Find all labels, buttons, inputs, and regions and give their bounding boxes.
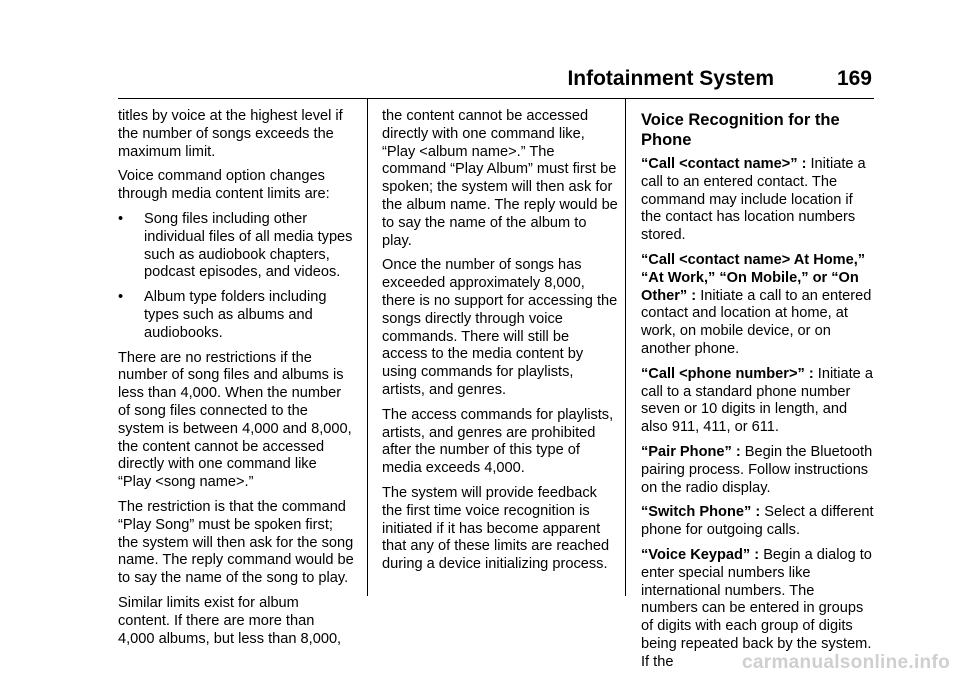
paragraph: Voice command option changes through media content limits are:: [118, 168, 330, 203]
list-item-text: Song files including other individual files of all media types such as audiobook chapters, podcast episodes, and videos.: [144, 210, 353, 281]
paragraph: titles by voice at the highest level if the number of songs exceeds the maximum limit.: [118, 108, 343, 160]
command-description: Begin the Bluetooth pairing process. Follow instructions on the radio display.: [641, 443, 873, 496]
command-label: “Call <contact name> At Home,” “At Work,” “On Mobile,” or “On Other” :: [641, 251, 866, 304]
command-entry: [641, 252, 875, 359]
bullet-icon: •: [118, 289, 124, 306]
watermark: carmanualsonline.info: [742, 652, 950, 673]
list-item-text: Album type folders including types such as albums and audiobooks.: [144, 289, 327, 341]
section-title: Infotainment System: [567, 67, 774, 90]
header-divider: [118, 98, 874, 99]
command-label: “Switch Phone” :: [641, 504, 761, 521]
paragraph: Similar limits exist for album content. If there are more than 4,000 albums, but less than 8,000,: [118, 594, 342, 647]
paragraph: Once the number of songs has exceeded approximately 8,000, there is no support for accessing the songs directly through voice commands. There will still be access to the media content by using commands for playlists, artists, and genres.: [382, 257, 618, 398]
command-description: Begin a dialog to enter special numbers like international numbers. The numbers can be entered in groups of digits with each group of digits being repeated back by the system. If the: [641, 546, 872, 670]
list-item: [118, 289, 354, 342]
list-item: [118, 211, 354, 282]
command-description: Initiate a call to an entered contact. The command may include location if the contact has location numbers stored.: [641, 156, 866, 244]
column-divider-2: [625, 98, 626, 596]
paragraph: The restriction is that the command “Play Song” must be spoken first; the system will then ask for the song name. The reply command would be to say the name of the song to play.: [118, 498, 354, 587]
paragraph: There are no restrictions if the number of song files and albums is less than 4,000. When the number of song files connected to the system is between 4,000 and 8,000, the content cannot be accessed directly with one command like “Play <song name>.”: [118, 349, 352, 491]
paragraph: The system will provide feedback the first time voice recognition is initiated if it has become apparent that any of these limits are reached during a device initializing process.: [382, 484, 610, 573]
section-heading: Voice Recognition for the Phone: [641, 111, 840, 149]
command-description: Initiate a call to an entered contact and location at home, at work, on mobile device, or on another phone.: [641, 287, 872, 357]
command-label: “Call <contact name>” :: [641, 156, 807, 172]
command-entry: [641, 504, 875, 540]
command-entry: [641, 444, 875, 497]
paragraph: the content cannot be accessed directly with one command like, “Play <album name>.” The command “Play Album” must first be spoken; the system will then ask for the album name. The reply would be to say the name of the album to play.: [382, 108, 618, 249]
command-description: Initiate a call to a standard phone number seven or 10 digits in length, and also 911, 411, or 611.: [641, 365, 873, 436]
column-1: [118, 108, 354, 655]
command-label: “Call <phone number>” :: [641, 365, 814, 382]
command-label: “Voice Keypad” :: [641, 546, 760, 563]
command-label: “Pair Phone” :: [641, 443, 741, 460]
command-entry: [641, 366, 875, 437]
bullet-icon: •: [118, 210, 124, 227]
column-divider-1: [367, 98, 368, 596]
column-3: [641, 108, 875, 679]
command-description: Select a different phone for outgoing calls.: [641, 504, 874, 539]
paragraph: The access commands for playlists, artists, and genres are prohibited after the number of this type of media exceeds 4,000.: [382, 406, 614, 477]
page-number: 169: [836, 67, 872, 90]
column-2: [382, 108, 618, 581]
command-entry: [641, 156, 875, 245]
